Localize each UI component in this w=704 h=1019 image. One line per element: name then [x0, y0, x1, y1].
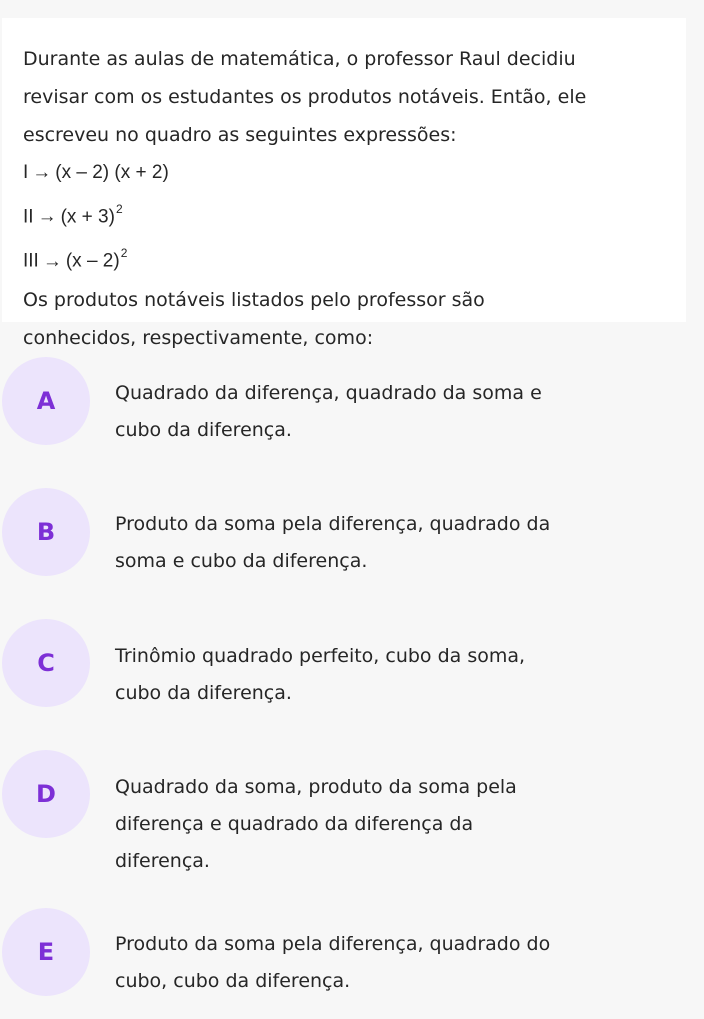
option-text-line: Produto da soma pela diferença, quadrado da: [115, 513, 551, 535]
option-text-line: Quadrado da soma, produto da soma pela: [115, 776, 517, 798]
closing-line: Os produtos notáveis listados pelo professor são: [23, 288, 485, 311]
option-letter-badge[interactable]: D: [2, 750, 90, 838]
expression-iii: [23, 236, 683, 280]
arrow-icon: →: [42, 250, 62, 272]
option-letter-badge[interactable]: B: [2, 488, 90, 576]
option-text[interactable]: [115, 926, 675, 1000]
option-letter-badge[interactable]: A: [2, 357, 90, 445]
option-letter-badge[interactable]: E: [2, 908, 90, 996]
option-text-line: cubo, cubo da diferença.: [115, 970, 351, 992]
expression-body: (x – 2) (x + 2): [55, 162, 169, 183]
closing-line: conhecidos, respectivamente, como:: [23, 326, 374, 349]
expression-label: I: [23, 162, 29, 183]
option-letter-badge[interactable]: C: [2, 619, 90, 707]
expression-exponent: 2: [115, 202, 123, 216]
option-text-line: diferença.: [115, 850, 210, 872]
option-text[interactable]: [115, 506, 675, 580]
expression-label: III: [23, 250, 39, 272]
option-text[interactable]: [115, 638, 675, 712]
expression-ii: [23, 192, 683, 236]
stem-line: escreveu no quadro as seguintes expressões:: [23, 124, 457, 146]
expression-label: II: [23, 206, 34, 228]
option-text-line: soma e cubo da diferença.: [115, 550, 368, 572]
question-card: [2, 18, 686, 349]
arrow-icon: →: [32, 162, 52, 183]
stem-line: revisar com os estudantes os produtos notáveis. Então, ele: [23, 86, 587, 108]
option-text-line: cubo da diferença.: [115, 419, 292, 441]
expression-i: [23, 154, 683, 192]
option-text-line: cubo da diferença.: [115, 682, 292, 704]
arrow-icon: →: [37, 206, 57, 228]
stem-line: Durante as aulas de matemática, o professor Raul decidiu: [23, 48, 576, 70]
option-text-line: Quadrado da diferença, quadrado da soma e: [115, 382, 542, 404]
option-text-line: diferença e quadrado da diferença da: [115, 813, 474, 835]
expression-body: (x – 2): [65, 250, 120, 272]
option-text-line: Trinômio quadrado perfeito, cubo da soma,: [115, 645, 526, 667]
option-text-line: Produto da soma pela diferença, quadrado do: [115, 933, 551, 955]
expression-exponent: 2: [120, 246, 128, 261]
option-text[interactable]: [115, 375, 675, 449]
question-stem: [23, 40, 683, 357]
option-text[interactable]: [115, 769, 675, 880]
expression-body: (x + 3): [60, 206, 115, 228]
